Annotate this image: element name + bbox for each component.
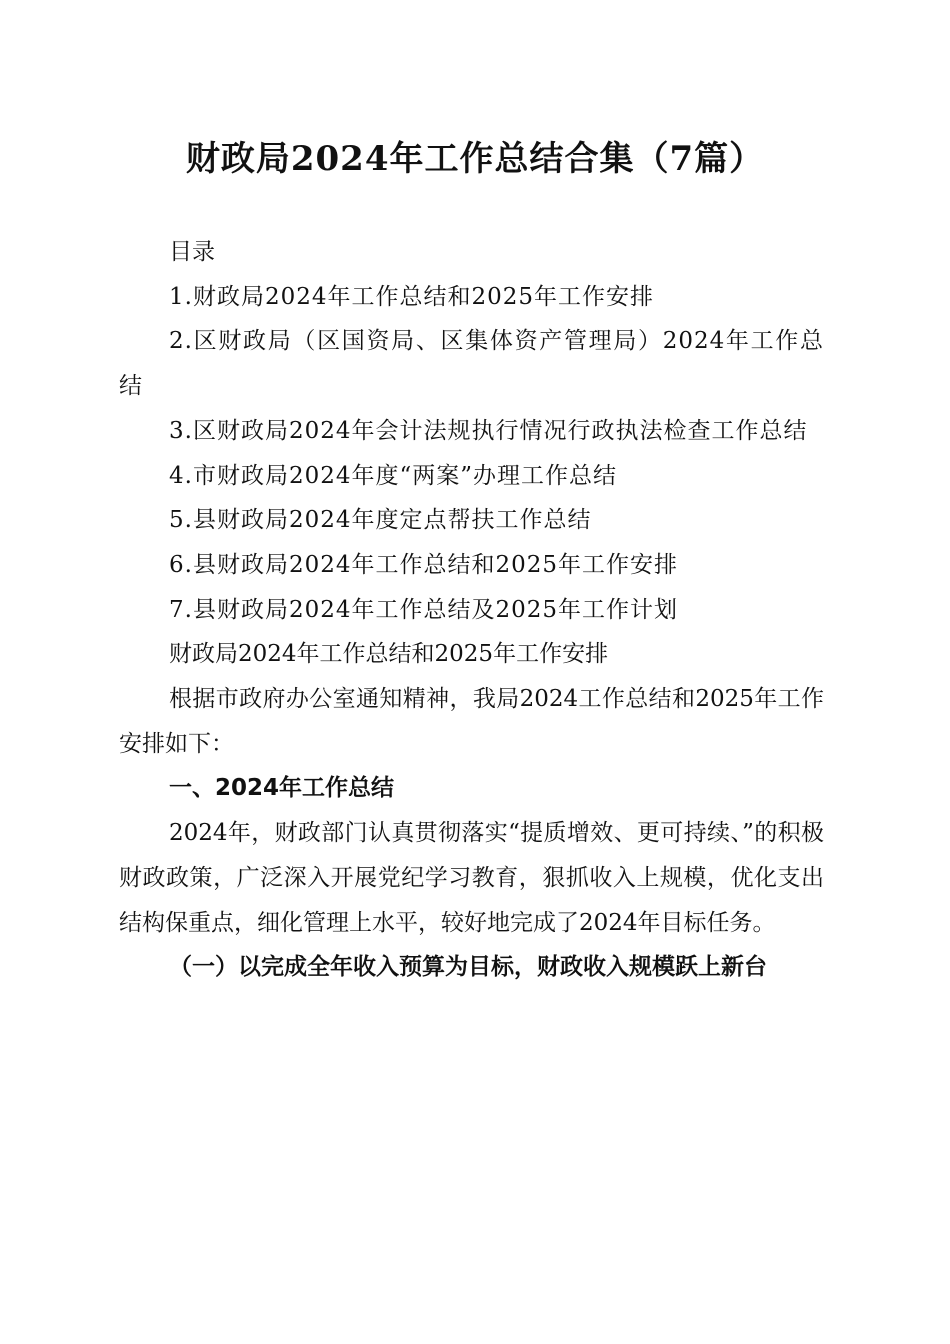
- toc-item-6: 6.县财政局2024年工作总结和2025年工作安排: [169, 551, 679, 578]
- section-paragraph: 2024年，财政部门认真贯彻落实“提质增效、更可持续、”的积极财政政策，广泛深入开展党纪学习教育，狠抓收入上规模，优化支出结构保重点，细化管理上水平，较好地完成了2024年目标任务。: [119, 820, 824, 936]
- toc-item-5: 5.县财政局2024年度定点帮扶工作总结: [169, 507, 592, 534]
- article-title: 财政局2024年工作总结和2025年工作安排: [169, 641, 609, 668]
- document-body: [119, 230, 824, 990]
- subsection-heading: （一）以完成全年收入预算为目标，财政收入规模跃上新台: [169, 954, 767, 981]
- toc-item-4: 4.市财政局2024年度“两案”办理工作总结: [169, 462, 617, 489]
- toc-item-2: 2.区财政局（区国资局、区集体资产管理局）2024年工作总结: [119, 328, 824, 400]
- toc-item-7: 7.县财政局2024年工作总结及2025年工作计划: [169, 596, 679, 623]
- toc-item-1: 1.财政局2024年工作总结和2025年工作安排: [169, 283, 655, 310]
- toc-item-3: 3.区财政局2024年会计法规执行情况行政执法检查工作总结: [169, 417, 808, 444]
- section-heading: 一、2024年工作总结: [169, 775, 395, 802]
- intro-paragraph: 根据市政府办公室通知精神，我局2024工作总结和2025年工作安排如下：: [119, 686, 824, 757]
- toc-heading: 目录: [169, 239, 215, 265]
- document-title: 财政局2024年工作总结合集（7篇）: [185, 139, 765, 179]
